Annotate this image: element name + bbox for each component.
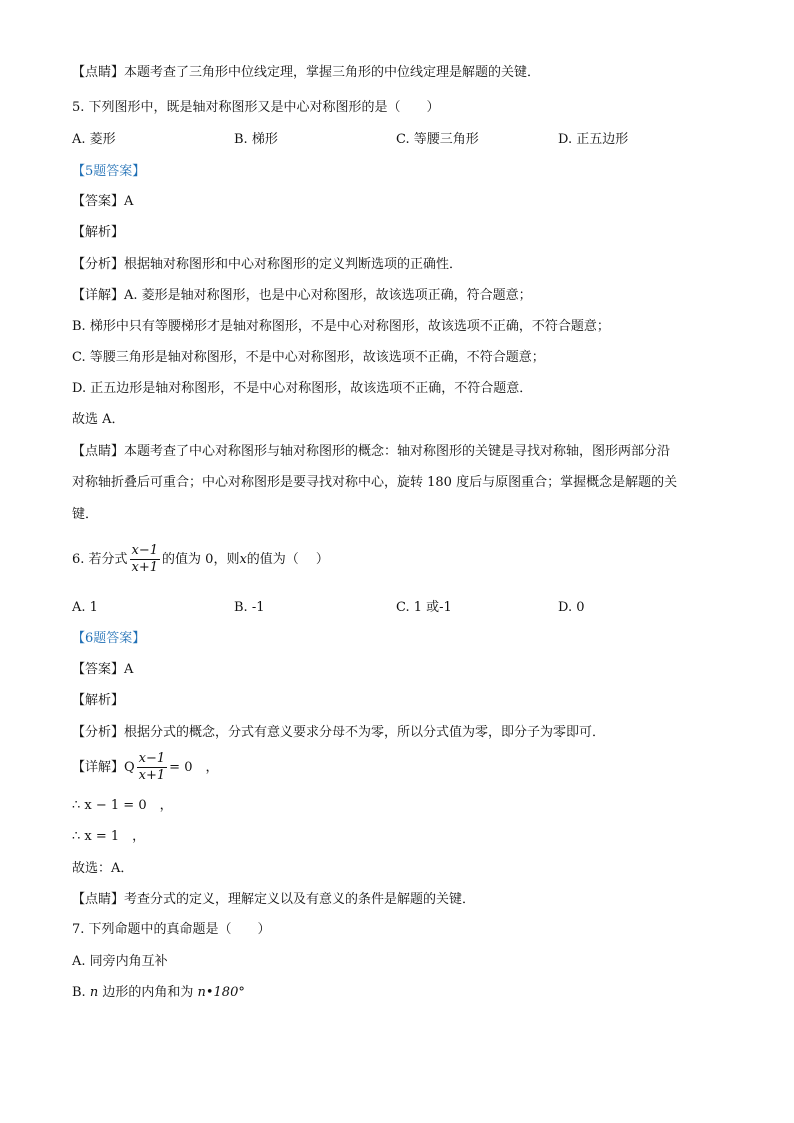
q5-stem: 5. 下列图形中，既是轴对称图形又是中心对称图形的是（ ） xyxy=(72,100,440,115)
q5-jiexi: 【解析】 xyxy=(72,225,125,240)
q6-variable: x xyxy=(239,552,247,567)
q6-fraction-denominator: x+1 xyxy=(131,560,159,575)
q6-xiangjie-numerator: x−1 xyxy=(138,751,166,766)
q5-answer: 【答案】A xyxy=(72,194,134,209)
q6-xiangjie-label: 【详解】Q xyxy=(72,760,135,775)
q6-option-d: D. 0 xyxy=(558,600,585,615)
q4-dianjing: 【点睛】本题考查了三角形中位线定理，掌握三角形的中位线定理是解题的关键． xyxy=(72,65,541,80)
q7-option-b xyxy=(72,984,245,1002)
q5-dianjing-2: 对称轴折叠后可重合；中心对称图形是要寻找对称中心，旋转 180 度后与原图重合；掌握概念是解题的关 xyxy=(72,475,678,490)
q6-conclusion: 故选：A． xyxy=(72,861,134,876)
q6-answer-section: 【6题答案】 xyxy=(72,631,146,646)
q6-xiangjie xyxy=(72,748,218,788)
q7-option-b-var: n xyxy=(89,985,99,1000)
q5-dianjing-1: 【点睛】本题考查了中心对称图形与轴对称图形的概念：轴对称图形的关键是寻找对称轴，图形两部分沿 xyxy=(72,444,671,459)
q7-stem: 7. 下列命题中的真命题是（ ） xyxy=(72,922,271,937)
q5-conclusion: 故选 A． xyxy=(72,412,125,427)
q6-stem-mid: 的值为 0，则 xyxy=(162,552,240,567)
q6-stem-after: 的值为（ ） xyxy=(246,552,329,567)
q5-option-c: C. 等腰三角形 xyxy=(396,132,479,147)
q5-xiangjie-b: B. 梯形中只有等腰梯形才是轴对称图形，不是中心对称图形，故该选项不正确，不符合题意； xyxy=(72,319,610,334)
q5-fenxi: 【分析】根据轴对称图形和中心对称图形的定义判断选项的正确性． xyxy=(72,257,463,272)
q5-option-d: D. 正五边形 xyxy=(558,132,629,147)
q5-option-b: B. 梯形 xyxy=(234,132,278,147)
q6-dianjing: 【点睛】考查分式的定义，理解定义以及有意义的条件是解题的关键． xyxy=(72,892,476,907)
q6-stem xyxy=(72,540,329,580)
q6-answer: 【答案】A xyxy=(72,662,134,677)
q5-xiangjie-c: C. 等腰三角形是轴对称图形，不是中心对称图形，故该选项不正确，不符合题意； xyxy=(72,350,545,365)
q6-fraction-numerator: x−1 xyxy=(131,543,159,558)
q6-step-1: ∴ x − 1 = 0 ， xyxy=(72,798,173,813)
q5-option-a: A. 菱形 xyxy=(72,132,116,147)
q6-fraction xyxy=(130,543,161,576)
q6-stem-before: 6. 若分式 xyxy=(72,552,128,567)
q6-xiangjie-fraction xyxy=(137,751,168,784)
q5-dianjing-3: 键． xyxy=(72,507,99,522)
q5-xiangjie-d: D. 正五边形是轴对称图形，不是中心对称图形，故该选项不正确，不符合题意． xyxy=(72,381,533,396)
q7-option-b-expr: n•180° xyxy=(197,985,245,1000)
q7-option-a: A. 同旁内角互补 xyxy=(72,954,168,969)
q6-step-2: ∴ x = 1 ， xyxy=(72,829,146,844)
q6-jiexi: 【解析】 xyxy=(72,693,125,708)
q6-option-a: A. 1 xyxy=(72,600,98,615)
q7-option-b-prefix: B. xyxy=(72,985,86,1000)
q7-option-b-mid: 边形的内角和为 xyxy=(102,985,194,1000)
q6-option-c: C. 1 或-1 xyxy=(396,600,452,615)
q5-answer-section: 【5题答案】 xyxy=(72,164,146,179)
q6-fenxi: 【分析】根据分式的概念，分式有意义要求分母不为零，所以分式值为零，即分子为零即可． xyxy=(72,725,606,740)
q6-xiangjie-denominator: x+1 xyxy=(138,768,166,783)
q5-xiangjie-a: 【详解】A. 菱形是轴对称图形，也是中心对称图形，故该选项正确，符合题意； xyxy=(72,288,532,303)
q6-xiangjie-equation: = 0 ， xyxy=(169,760,219,775)
q6-option-b: B. -1 xyxy=(234,600,265,615)
